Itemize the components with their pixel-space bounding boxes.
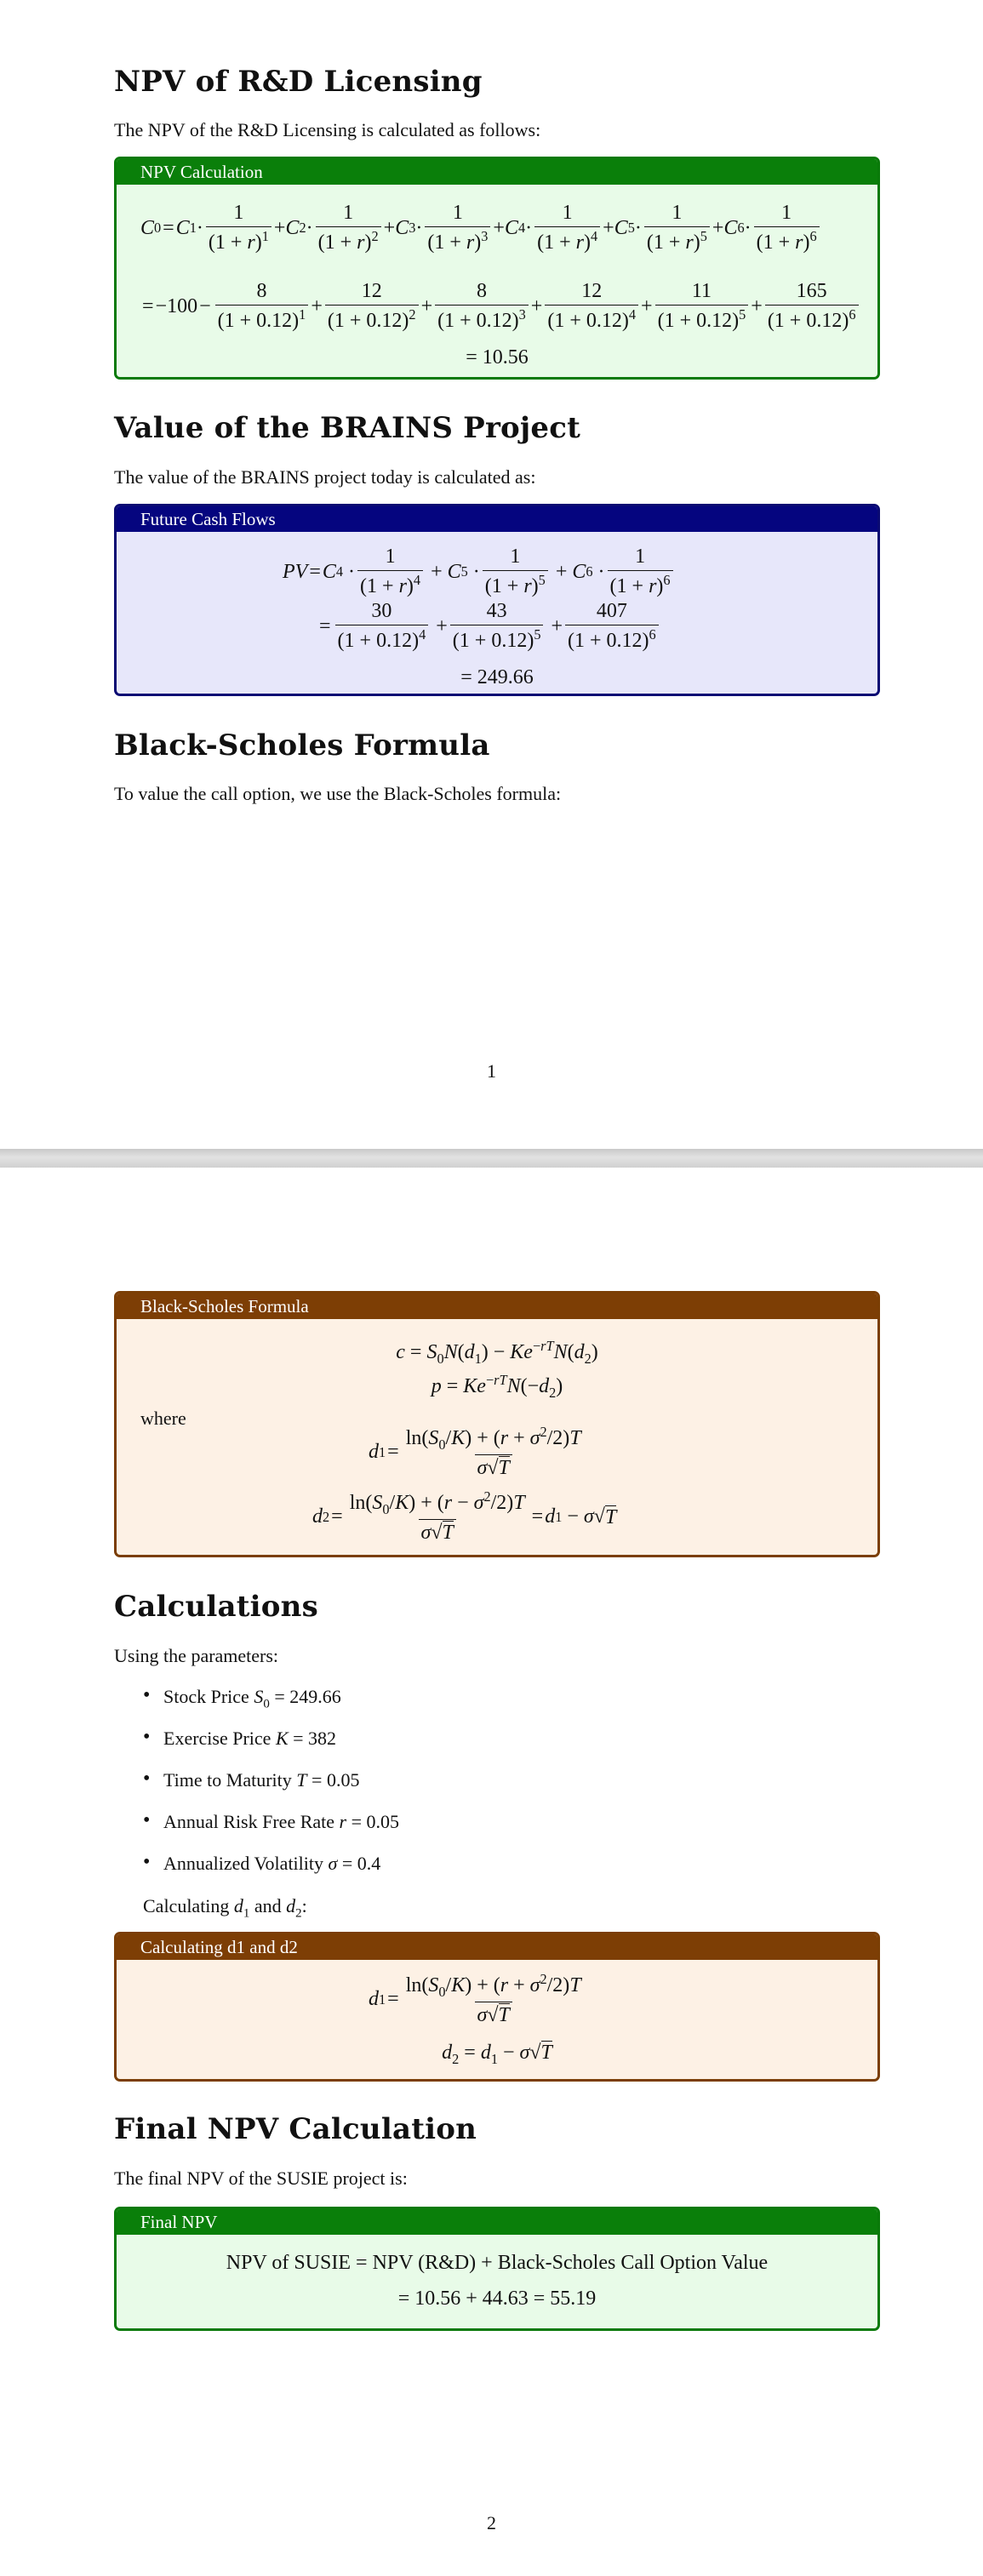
- npv-general-formula: C 0 = C 1 · $\frac{1}{(1 + r)^1}$ + C 2 · $\frac{1}{(1 + r)^2}$ + C 3 · $\frac{1}{(1 + r)^3}$ + C 4 · $\frac{1}{(1 + r)^4}$ + C 5 · $\frac{1}{(1 + r)^5}$ + C 6 · $\frac{1}{(1 + r)^6}$: [140, 202, 822, 254]
- param-risk-free-rate: • Annual Risk Free Rate r = 0.05: [143, 1811, 399, 1853]
- calculations-intro: Using the parameters:: [114, 1645, 279, 1666]
- parameter-list: [143, 1686, 399, 1894]
- param-stock-price: • Stock Price $S_0 = 249.66$: [143, 1686, 399, 1728]
- final-box-body: [117, 2235, 877, 2328]
- fcf-result: = 249.66: [460, 666, 534, 688]
- d-box-body: [117, 1960, 877, 2079]
- page-number-2: 2: [487, 2512, 496, 2533]
- future-cash-flows-box: [114, 504, 880, 696]
- npv-heading: NPV of R&D Licensing: [114, 65, 483, 99]
- page-1: [0, 0, 983, 1149]
- brains-intro: The value of the BRAINS project today is calculated as:: [114, 466, 536, 488]
- npv-c0-value: −100: [155, 294, 198, 317]
- fcf-box-title: Future Cash Flows: [117, 506, 877, 532]
- page-2: [0, 1168, 983, 2576]
- d2-calc-formula: $d_2 = d_1 - \sigma√T$: [442, 2042, 552, 2067]
- calculating-d-label: Calculating $d_1$ and $d_2$:: [143, 1895, 307, 1921]
- npv-box-body: [117, 185, 877, 377]
- bs-put-formula: $p = Ke^{-rT}N(-d_2)$: [431, 1372, 563, 1401]
- page-separator: [0, 1149, 983, 1168]
- bs-d1-formula: d 1 = $\frac{\ln(S_0/K) + (r + \sigma^2/2)T}{\sigma√T}$: [369, 1424, 581, 1479]
- fcf-general-formula: PV = C 4 · $\frac{1}{(1 + r)^4}$ + C 5 · $\frac{1}{(1 + r)^5}$ + C 6 · $\frac{1}{(1 + r)^6}$: [283, 545, 676, 598]
- npv-calculation-box: [114, 157, 880, 380]
- d1-d2-box: [114, 1932, 880, 2082]
- npv-intro: The NPV of the R&D Licensing is calculated as follows:: [114, 119, 541, 140]
- bs-call-formula: $c = S_0N(d_1) - Ke^{-rT}N(d_2)$: [396, 1338, 598, 1367]
- brains-heading: Value of the BRAINS Project: [114, 411, 581, 445]
- final-npv-heading: Final NPV Calculation: [114, 2112, 477, 2146]
- bs-intro: To value the call option, we use the Black-Scholes formula:: [114, 783, 562, 804]
- d1-calc-formula: d 1 = $\frac{\ln(S_0/K) + (r + \sigma^2/2)T}{\sigma√T}$: [369, 1971, 581, 2026]
- final-box-title: Final NPV: [117, 2209, 877, 2235]
- bs-box-body: [117, 1319, 877, 1555]
- param-time-to-maturity: • Time to Maturity T = 0.05: [143, 1769, 399, 1811]
- npv-box-title: NPV Calculation: [117, 159, 877, 185]
- param-volatility: • Annualized Volatility σ = 0.4: [143, 1853, 399, 1894]
- npv-numeric-formula: = −100 − $\frac{8}{(1 + 0.12)^1}$ + $\frac{12}{(1 + 0.12)^2}$ + $\frac{8}{(1 + 0.12)^3}$ + $\frac{12}{(1 + 0.12)^4}$ + $\frac{11}{(1 + 0.12)^5}$ + $\frac{165}{(1 + 0.12)^6}$: [140, 280, 861, 333]
- fcf-box-body: [117, 532, 877, 694]
- page-number-1: 1: [487, 1060, 496, 1082]
- bs-d2-formula: d 2 = $\frac{\ln(S_0/K) + (r - \sigma^2/2)T}{\sigma√T}$ = d 1 − σ √ T: [312, 1488, 617, 1544]
- npv-result: = 10.56: [466, 346, 529, 368]
- d-box-title: Calculating d1 and d2: [117, 1934, 877, 1960]
- bs-where-label: where: [140, 1408, 186, 1429]
- final-npv-box: [114, 2207, 880, 2331]
- calculations-heading: Calculations: [114, 1590, 318, 1624]
- bs-box-title: Black-Scholes Formula: [117, 1294, 877, 1319]
- final-npv-line1: NPV of SUSIE = NPV (R&D) + Black-Scholes Call Option Value: [226, 2252, 769, 2274]
- final-npv-line2: = 10.56 + 44.63 = 55.19: [397, 2288, 597, 2310]
- bs-heading-page1: Black-Scholes Formula: [114, 728, 490, 763]
- fcf-numeric-formula: = $\frac{30}{(1 + 0.12)^4}$ + $\frac{43}{(1 + 0.12)^5}$ + $\frac{407}{(1 + 0.12)^6}$: [317, 600, 661, 653]
- final-npv-intro: The final NPV of the SUSIE project is:: [114, 2168, 408, 2189]
- param-exercise-price: • Exercise Price K = 382: [143, 1728, 399, 1769]
- black-scholes-box: [114, 1291, 880, 1557]
